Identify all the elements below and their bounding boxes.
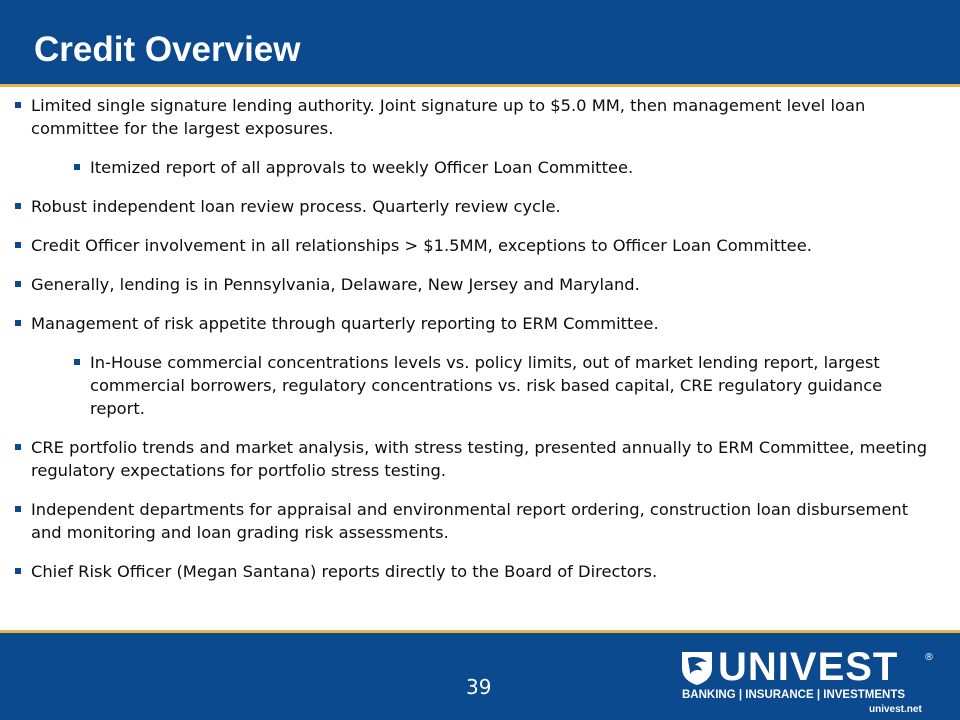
sub-bullet-item — [14, 351, 934, 420]
logo-url: univest.net — [869, 704, 922, 715]
logo-wordmark: UNIVEST — [718, 645, 899, 689]
bullet-text: In-House commercial concentrations levels vs. policy limits, out of market lending report, largest commercial borrowers, regulatory concentrations vs. risk based capital, CRE regulatory guidance report. — [90, 353, 883, 418]
logo-tagline: BANKING | INSURANCE | INVESTMENTS — [682, 689, 906, 701]
page-number: 39 — [466, 675, 492, 699]
bullet-item — [14, 94, 934, 140]
square-bullet-icon — [15, 203, 21, 209]
bullet-text: Chief Risk Officer (Megan Santana) reports directly to the Board of Directors. — [31, 562, 658, 581]
bullet-text: Limited single signature lending authority. Joint signature up to $5.0 MM, then management level loan committee for the largest exposures. — [31, 96, 866, 138]
bullet-text: Generally, lending is in Pennsylvania, Delaware, New Jersey and Maryland. — [31, 275, 640, 294]
square-bullet-icon — [15, 102, 21, 108]
univest-logo — [676, 646, 938, 716]
bullet-item — [14, 560, 934, 583]
slide-title: Credit Overview — [34, 30, 301, 69]
square-bullet-icon — [15, 242, 21, 248]
square-bullet-icon — [74, 359, 80, 365]
eagle-shield-icon — [680, 650, 714, 686]
square-bullet-icon — [74, 164, 80, 170]
square-bullet-icon — [15, 506, 21, 512]
bullet-text: Robust independent loan review process. Quarterly review cycle. — [31, 197, 561, 216]
registered-mark: ® — [924, 652, 934, 663]
bullet-item — [14, 234, 934, 257]
bullet-item — [14, 436, 934, 482]
title-bar — [0, 0, 960, 84]
bullet-item — [14, 273, 934, 296]
bullet-text: Credit Officer involvement in all relationships > $1.5MM, exceptions to Officer Loan Committee. — [31, 236, 812, 255]
bullet-text: CRE portfolio trends and market analysis, with stress testing, presented annually to ERM Committee, meeting regulatory expectations for portfolio stress testing. — [31, 438, 928, 480]
bullet-text: Management of risk appetite through quarterly reporting to ERM Committee. — [31, 314, 659, 333]
bullet-text: Itemized report of all approvals to weekly Officer Loan Committee. — [90, 158, 634, 177]
bullet-item — [14, 195, 934, 218]
bullet-item — [14, 312, 934, 335]
bullet-item — [14, 498, 934, 544]
square-bullet-icon — [15, 281, 21, 287]
square-bullet-icon — [15, 320, 21, 326]
bullet-list — [14, 94, 934, 599]
bullet-text: Independent departments for appraisal and environmental report ordering, construction loan disbursement and monitoring and loan grading risk assessments. — [31, 500, 909, 542]
square-bullet-icon — [15, 444, 21, 450]
title-divider — [0, 84, 960, 87]
sub-bullet-item — [14, 156, 934, 179]
square-bullet-icon — [15, 568, 21, 574]
